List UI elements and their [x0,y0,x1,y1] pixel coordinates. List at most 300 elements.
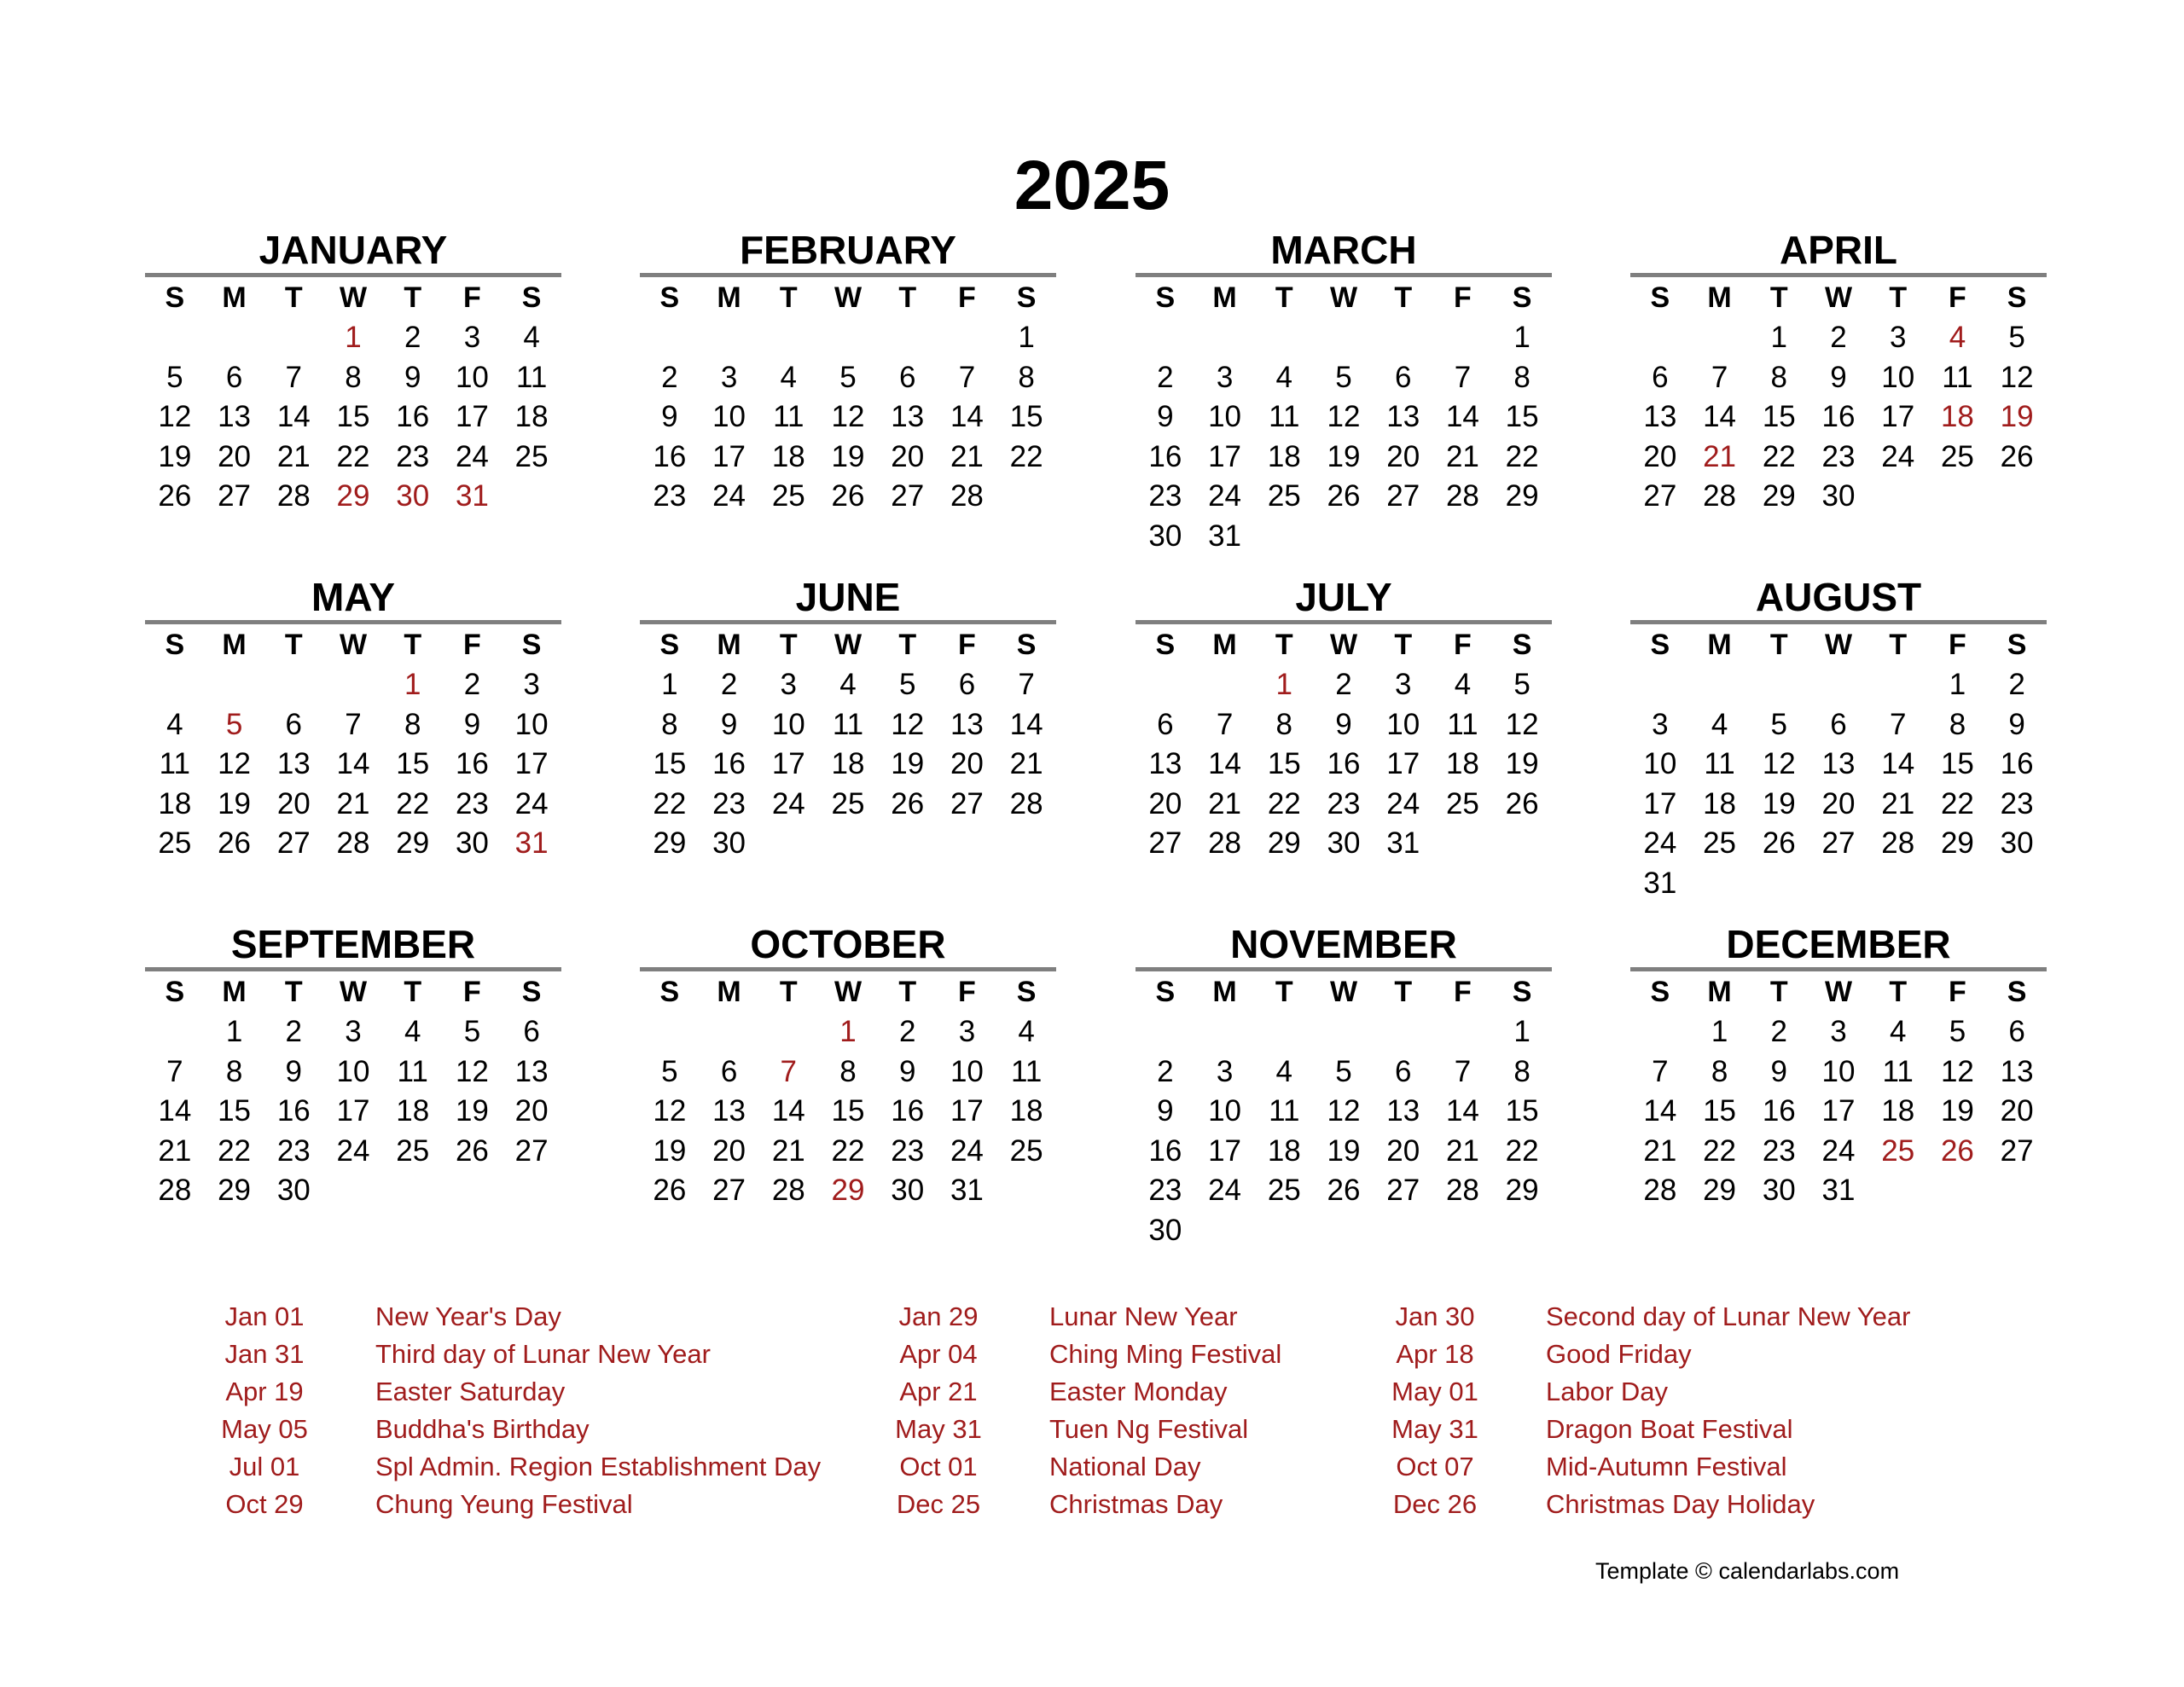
weekday-label: S [165,281,185,314]
date-cell: 18 [1881,1094,1915,1128]
date-cell: 8 [1018,360,1035,394]
date-cell: 10 [1208,1094,1242,1128]
date-cell: 7 [1216,707,1234,741]
date-cell: 21 [1643,1133,1677,1168]
date-cell: 23 [1762,1133,1796,1168]
date-cell: 30 [891,1174,925,1207]
weekday-label: S [1155,976,1176,1008]
date-cell: 27 [1643,479,1677,513]
weekday-label: S [521,281,542,314]
date-cell: 22 [1267,786,1301,820]
weekday-label: S [1512,976,1532,1008]
date-cell: 3 [1216,360,1234,394]
holiday-date-cell: 4 [1949,321,1966,354]
date-cell: 11 [397,1054,428,1088]
weekday-label: M [1707,629,1732,661]
month-november [1136,923,1552,1250]
date-cell: 15 [1009,400,1043,433]
date-cell: 26 [891,786,925,820]
weekday-label: W [834,281,863,314]
date-cell: 8 [1275,707,1293,741]
date-cell: 20 [712,1133,746,1168]
date-cell: 4 [780,360,798,394]
date-cell: 15 [831,1094,865,1128]
date-cell: 12 [455,1054,489,1088]
holiday-date: May 05 [221,1414,308,1444]
date-cell: 27 [1821,826,1856,860]
date-cell: 14 [1009,707,1043,741]
date-cell: 12 [2000,360,2034,394]
empty-cell [1314,1012,1374,1052]
date-cell: 29 [1703,1174,1737,1207]
date-cell: 12 [1327,1094,1361,1128]
date-cell: 23 [276,1133,311,1168]
date-cell: 9 [2008,707,2025,741]
holiday-name: Spl Admin. Region Establishment Day [375,1452,822,1481]
date-cell: 23 [712,786,746,820]
date-cell: 8 [661,707,678,741]
date-cell: 25 [514,439,549,473]
date-cell: 26 [1762,826,1796,860]
date-cell: 24 [950,1133,984,1168]
date-cell: 16 [2000,747,2034,780]
date-cell: 17 [455,400,489,433]
weekday-label: T [404,629,422,661]
holiday-date: Apr 18 [1396,1339,1474,1369]
date-cell: 28 [1703,479,1737,513]
holiday-date-cell: 1 [345,321,362,354]
date-cell: 1 [1513,321,1531,354]
date-cell: 2 [898,1015,916,1048]
month-name: MAY [311,575,395,619]
date-cell: 3 [463,321,481,354]
date-cell: 29 [1267,826,1301,860]
date-cell: 24 [514,786,549,820]
holiday-date: Jul 01 [229,1452,300,1481]
date-cell: 3 [958,1015,976,1048]
date-cell: 10 [950,1054,984,1088]
date-cell: 3 [1394,668,1412,701]
date-cell: 30 [2000,826,2034,860]
holiday-date-cell: 1 [839,1015,857,1048]
date-cell: 4 [1889,1015,1907,1048]
date-cell: 8 [1770,360,1788,394]
date-cell: 22 [1762,439,1796,473]
weekday-label: S [2007,281,2027,314]
holiday-date: Oct 01 [899,1452,978,1481]
date-cell: 13 [1643,400,1677,433]
date-cell: 12 [1327,400,1361,433]
date-cell: 5 [1949,1015,1966,1048]
weekday-label: T [898,629,917,661]
day-grid [640,277,1056,517]
date-cell: 12 [158,400,192,433]
date-cell: 9 [1830,360,1847,394]
holiday-name: Christmas Day [1049,1489,1223,1519]
holiday-date-cell: 31 [455,479,489,513]
holiday-date-cell: 25 [1881,1133,1915,1168]
date-cell: 16 [712,747,746,780]
date-cell: 19 [158,439,192,473]
holiday-date-cell: 29 [831,1174,865,1207]
day-grid [640,624,1056,864]
date-cell: 3 [1652,707,1669,741]
month-march [1136,229,1552,556]
day-grid [145,277,561,517]
date-cell: 6 [720,1054,738,1088]
weekday-label: W [339,629,368,661]
weekday-label: F [1949,629,1966,661]
date-cell: 8 [1513,360,1531,394]
date-cell: 24 [1208,479,1242,513]
holiday-name: Second day of Lunar New Year [1546,1301,1911,1331]
date-cell: 20 [276,786,311,820]
weekday-label: F [958,629,976,661]
date-cell: 21 [950,439,984,473]
holiday-name: Dragon Boat Festival [1546,1414,1793,1444]
date-cell: 15 [218,1094,252,1128]
date-cell: 26 [455,1133,489,1168]
date-cell: 22 [1009,439,1043,473]
empty-cell [1136,318,1195,358]
date-cell: 25 [158,826,192,860]
date-cell: 6 [1394,1054,1412,1088]
date-cell: 23 [455,786,489,820]
date-cell: 5 [661,1054,678,1088]
date-cell: 1 [1770,321,1788,354]
date-cell: 22 [336,439,370,473]
date-cell: 2 [2008,668,2025,701]
empty-cell [1136,1012,1195,1052]
holiday-date-cell: 7 [780,1054,798,1088]
date-cell: 6 [2008,1015,2025,1048]
date-cell: 28 [1009,786,1043,820]
weekday-label: T [1889,281,1908,314]
date-cell: 27 [1386,479,1420,513]
date-cell: 27 [950,786,984,820]
date-cell: 10 [1208,400,1242,433]
empty-cell [145,665,205,705]
date-cell: 5 [1335,1054,1352,1088]
date-cell: 16 [396,400,430,433]
weekday-label: T [404,976,422,1008]
date-cell: 19 [455,1094,489,1128]
date-cell: 26 [1327,1174,1361,1207]
empty-cell [1630,1012,1690,1052]
holiday-date: Apr 21 [899,1377,978,1406]
weekday-label: F [1949,281,1966,314]
date-cell: 10 [1386,707,1420,741]
date-cell: 22 [831,1133,865,1168]
date-cell: 24 [1386,786,1420,820]
month-name: APRIL [1780,228,1897,272]
date-cell: 7 [1454,360,1472,394]
holiday-date: Oct 29 [225,1489,304,1519]
date-cell: 15 [1762,400,1796,433]
date-cell: 28 [1643,1174,1677,1207]
empty-cell [1690,318,1750,358]
month-june [640,576,1056,864]
weekday-label: T [1275,281,1293,314]
month-name: NOVEMBER [1230,922,1457,966]
date-cell: 4 [839,668,857,701]
date-cell: 17 [1881,400,1915,433]
date-cell: 1 [1711,1015,1728,1048]
date-cell: 5 [898,668,916,701]
holiday-name: Easter Saturday [375,1377,566,1406]
month-name: AUGUST [1755,575,1922,619]
date-cell: 19 [1940,1094,1974,1128]
empty-cell [700,1012,759,1052]
date-cell: 15 [653,747,687,780]
holiday-date-cell: 30 [396,479,430,513]
date-cell: 16 [1327,747,1361,780]
date-cell: 14 [1208,747,1242,780]
date-cell: 29 [1940,826,1974,860]
weekday-label: S [165,976,185,1008]
empty-cell [1809,665,1868,705]
weekday-label: T [404,281,422,314]
date-cell: 12 [218,747,252,780]
weekday-label: S [1155,629,1176,661]
date-cell: 10 [712,400,746,433]
weekday-label: T [1394,281,1413,314]
date-cell: 14 [158,1094,192,1128]
date-cell: 10 [514,707,549,741]
date-cell: 24 [455,439,489,473]
date-cell: 12 [831,400,865,433]
weekday-label: S [2007,976,2027,1008]
date-cell: 20 [1148,786,1182,820]
holiday-date: Apr 04 [899,1339,978,1369]
date-cell: 9 [463,707,481,741]
weekday-label: W [1824,629,1853,661]
day-grid [1630,971,2047,1211]
holiday-date: Jan 31 [224,1339,305,1369]
date-cell: 18 [158,786,192,820]
date-cell: 10 [1643,747,1677,780]
weekday-label: M [717,976,741,1008]
date-cell: 7 [1711,360,1728,394]
date-cell: 5 [166,360,183,394]
weekday-label: M [222,629,247,661]
date-cell: 30 [1148,1213,1182,1247]
empty-cell [1254,318,1314,358]
date-cell: 26 [831,479,865,513]
date-cell: 17 [1208,439,1242,473]
date-cell: 27 [1386,1174,1420,1207]
date-cell: 4 [523,321,540,354]
empty-cell [700,318,759,358]
date-cell: 8 [839,1054,857,1088]
empty-cell [758,318,818,358]
holiday-date-cell: 1 [404,668,421,701]
month-name: JANUARY [258,228,448,272]
weekday-label: F [463,281,481,314]
date-cell: 12 [1762,747,1796,780]
date-cell: 7 [1018,668,1035,701]
date-cell: 23 [1821,439,1856,473]
date-cell: 26 [2000,439,2034,473]
weekday-label: S [521,976,542,1008]
date-cell: 5 [2008,321,2025,354]
date-cell: 19 [1327,439,1361,473]
weekday-label: T [1275,629,1293,661]
date-cell: 4 [1454,668,1472,701]
date-cell: 9 [285,1054,303,1088]
date-cell: 11 [1010,1054,1043,1088]
date-cell: 16 [1762,1094,1796,1128]
date-cell: 6 [1652,360,1669,394]
date-cell: 1 [225,1015,243,1048]
weekday-label: M [1212,976,1237,1008]
date-cell: 1 [1513,1015,1531,1048]
day-grid [1630,624,2047,903]
date-cell: 3 [1216,1054,1234,1088]
date-cell: 4 [166,707,183,741]
date-cell: 27 [514,1133,549,1168]
weekday-label: F [958,281,976,314]
date-cell: 28 [1445,1174,1479,1207]
date-cell: 6 [523,1015,540,1048]
empty-cell [938,318,997,358]
date-cell: 14 [1703,400,1737,433]
date-cell: 28 [771,1174,805,1207]
date-cell: 6 [1157,707,1174,741]
weekday-label: F [463,976,481,1008]
date-cell: 30 [1327,826,1361,860]
holiday-name: Chung Yeung Festival [375,1489,633,1519]
weekday-label: F [958,976,976,1008]
date-cell: 24 [1821,1133,1856,1168]
date-cell: 28 [950,479,984,513]
date-cell: 29 [218,1174,252,1207]
date-cell: 19 [891,747,925,780]
month-name: DECEMBER [1726,922,1951,966]
date-cell: 11 [159,747,191,780]
date-cell: 1 [1949,668,1966,701]
date-cell: 13 [218,400,252,433]
date-cell: 5 [1770,707,1788,741]
date-cell: 14 [1643,1094,1677,1128]
weekday-label: M [222,976,247,1008]
date-cell: 25 [396,1133,430,1168]
weekday-label: S [1155,281,1176,314]
date-cell: 13 [1386,1094,1420,1128]
date-cell: 31 [1643,866,1677,900]
date-cell: 21 [1445,1133,1479,1168]
weekday-label: M [717,629,741,661]
weekday-label: T [1769,281,1788,314]
holiday-date-cell: 31 [514,826,549,860]
date-cell: 30 [1821,479,1856,513]
weekday-label: S [659,629,680,661]
date-cell: 16 [455,747,489,780]
date-cell: 20 [891,439,925,473]
date-cell: 13 [276,747,311,780]
date-cell: 21 [1208,786,1242,820]
month-september [145,923,561,1211]
month-january [145,229,561,517]
date-cell: 16 [653,439,687,473]
weekday-label: T [1889,629,1908,661]
date-cell: 28 [1445,479,1479,513]
empty-cell [205,665,264,705]
date-cell: 14 [1445,400,1479,433]
weekday-label: T [779,629,798,661]
weekday-label: S [2007,629,2027,661]
date-cell: 7 [1454,1054,1472,1088]
date-cell: 11 [1447,707,1478,741]
empty-cell [1374,1012,1433,1052]
date-cell: 9 [1157,400,1174,433]
date-cell: 11 [1942,360,1973,394]
date-cell: 10 [1881,360,1915,394]
weekday-label: W [339,976,368,1008]
date-cell: 3 [720,360,738,394]
date-cell: 11 [773,400,804,433]
date-cell: 9 [404,360,421,394]
date-cell: 15 [1267,747,1301,780]
weekday-label: W [1329,976,1358,1008]
date-cell: 12 [653,1094,687,1128]
weekday-label: S [659,281,680,314]
weekday-label: S [165,629,185,661]
month-july [1136,576,1552,864]
date-cell: 4 [404,1015,421,1048]
weekday-label: W [1329,281,1358,314]
date-cell: 29 [1762,479,1796,513]
date-cell: 12 [1505,707,1539,741]
weekday-label: F [1454,281,1472,314]
date-cell: 25 [771,479,805,513]
weekday-label: W [339,281,368,314]
date-cell: 13 [891,400,925,433]
date-cell: 13 [514,1054,549,1088]
date-cell: 17 [1643,786,1677,820]
date-cell: 24 [712,479,746,513]
date-cell: 18 [514,400,549,433]
date-cell: 21 [276,439,311,473]
day-grid [1136,971,1552,1250]
date-cell: 27 [218,479,252,513]
date-cell: 7 [285,360,303,394]
date-cell: 15 [396,747,430,780]
date-cell: 23 [1148,1174,1182,1207]
month-may [145,576,561,864]
date-cell: 14 [950,400,984,433]
date-cell: 18 [831,747,865,780]
date-cell: 23 [2000,786,2034,820]
empty-cell [323,665,383,705]
year-title: 2025 [1014,147,1170,224]
date-cell: 30 [1762,1174,1796,1207]
date-cell: 20 [1643,439,1677,473]
date-cell: 30 [1148,519,1182,553]
empty-cell [264,665,323,705]
weekday-label: S [1650,281,1670,314]
weekday-label: T [284,976,303,1008]
date-cell: 7 [166,1054,183,1088]
weekday-label: M [1707,281,1732,314]
date-cell: 17 [1386,747,1420,780]
month-name: SEPTEMBER [230,922,476,966]
date-cell: 20 [950,747,984,780]
weekday-label: S [1650,976,1670,1008]
date-cell: 8 [225,1054,243,1088]
date-cell: 13 [1821,747,1856,780]
weekday-label: W [1329,629,1358,661]
